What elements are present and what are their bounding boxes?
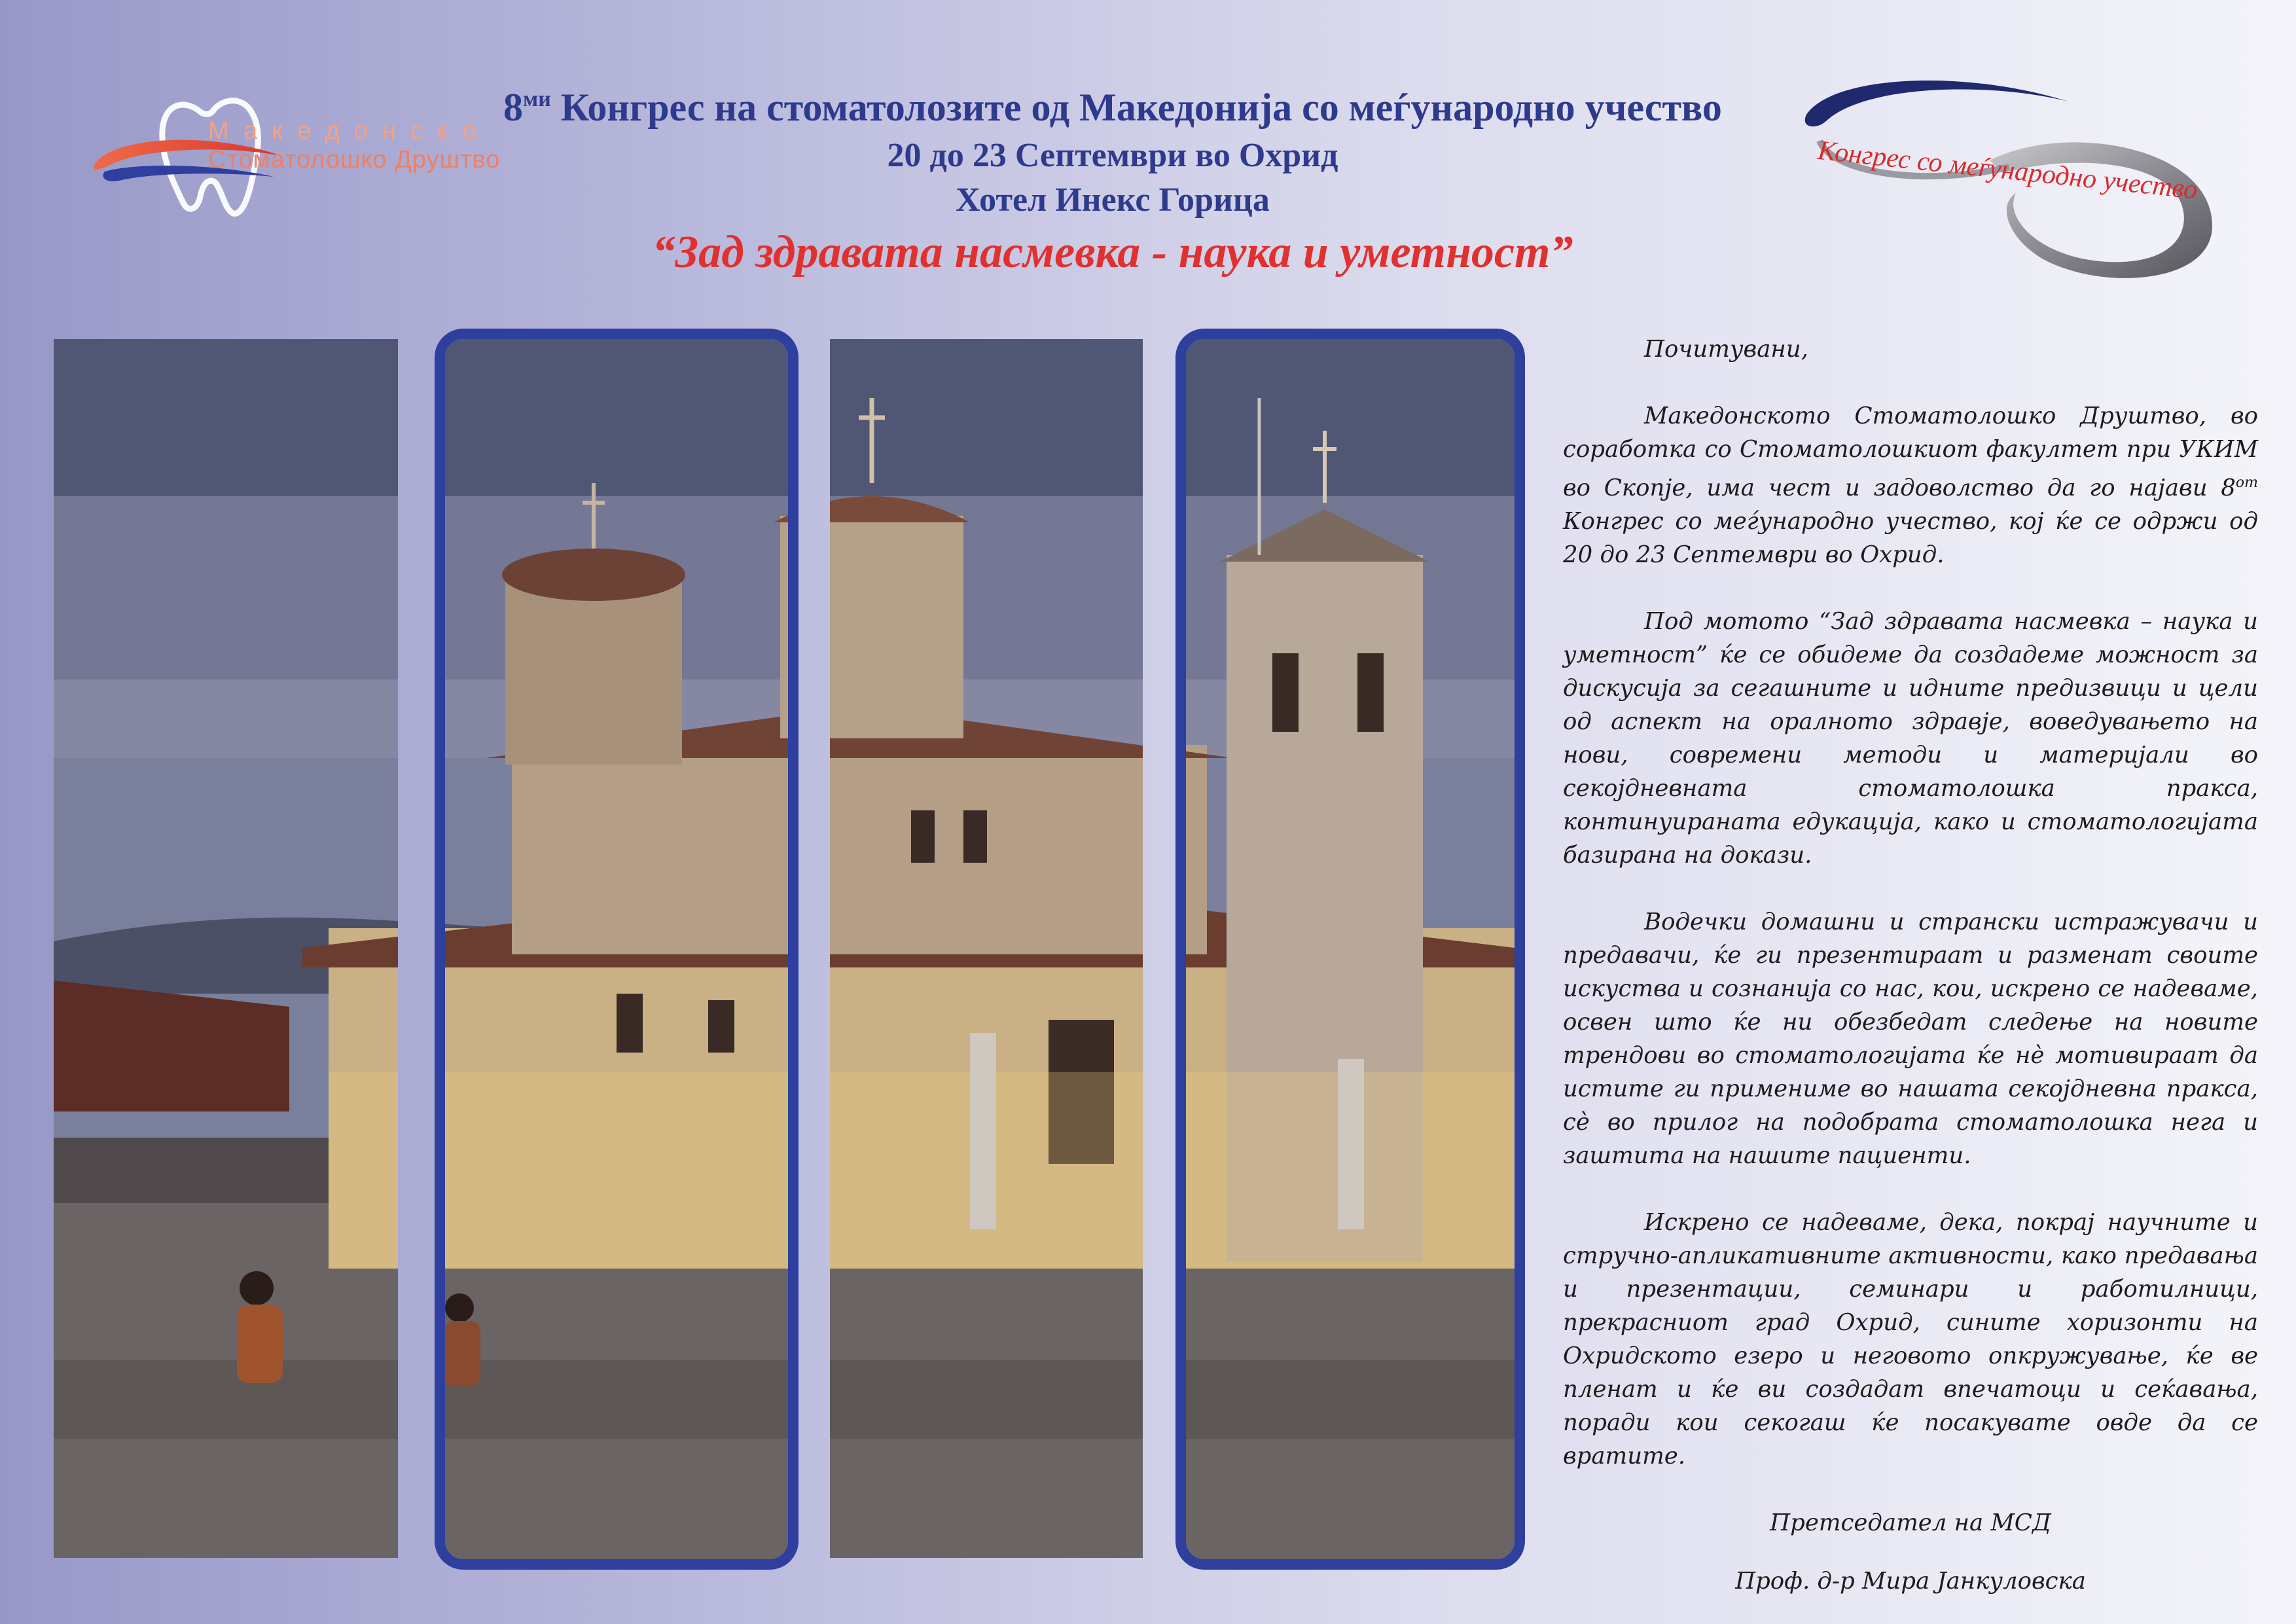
congress-motto: “Зад здравата насмевка - наука и уметност”: [652, 227, 1573, 278]
church-photo: [445, 339, 788, 1559]
congress-dates: 20 до 23 Септември во Охрид: [887, 137, 1338, 174]
p1-text-b: Конгрес со меѓународно учество, кој ќе се одржи од 20 до 23 Септември во Охрид.: [1563, 507, 2258, 568]
church-photo: [830, 339, 1143, 1558]
title-ordinal-suffix: ми: [523, 87, 551, 111]
header: [0, 0, 2296, 301]
congress-logo-text: Конгрес со меѓународно учество: [1816, 135, 2199, 206]
congress-venue: Хотел Инекс Горица: [956, 181, 1270, 219]
p1-text-a: Македонското Стоматолошко Друштво, во соработка со Стоматолошкиот факултет при УКИМ во Скопје, има чест и задоволство да го најави 8: [1563, 403, 2258, 501]
letter-paragraph-3: Водечки домашни и странски истражувачи и предавачи, ќе ги презентираат и разменат своите искуства и сознанија со нас, кои, искрено се надеваме, освен што ќе ни обезбедат следење на новите трендови во стоматологијата ќе нѐ мотивираат да истите ги примениме во нашата секојдневна пракса, сѐ во прилог на подобрата стоматолошка нега и заштита на нашите пациенти.: [1563, 908, 2258, 1169]
photo-panel-3: [830, 339, 1143, 1558]
church-photo: [54, 339, 398, 1558]
p1-ordinal-suffix: от: [2235, 475, 2258, 491]
letter-paragraph-2: Под мотото “Зад здравата насмевка – наука и уметност” ќе се обидеме да создадеме можност за дискусија за сегашните и идните предизвици и цели од аспект на оралното здравје, воведувањето на нови, современи методи и материјали во секојдневната стоматолошка пракса, континуираната едукација, како и стоматологијата базирана на докази.: [1563, 607, 2258, 869]
signature-name: Проф. д-р Мира Јанкуловска: [1735, 1567, 2086, 1595]
congress-title-block: [367, 73, 1859, 223]
title-number: 8: [503, 86, 524, 129]
title-text: Конгрес на стоматолозите од Македонија со меѓународно учество: [550, 86, 1722, 129]
photo-panel-1: [54, 339, 398, 1558]
church-photo: [1186, 339, 1515, 1559]
invitation-letter: [1563, 333, 2258, 1623]
letter-paragraph-1: [1563, 399, 2258, 571]
photo-panel-2: [435, 329, 798, 1570]
logo-line2: Стоматолошко Друштво: [208, 146, 501, 173]
letter-salutation: Почитувани,: [1644, 336, 1808, 363]
logo-line1: Македонско: [208, 117, 492, 145]
letter-paragraph-4: Искрено се надеваме, дека, покрај научните и стручно-апликативните активности, како предавања и презентации, семинари и работилници, прекрасниот град Охрид, сините хоризонти на Охридското езеро и неговото опкружување, ќе ве пленат и ќе ви создадат впечатоци и сеќавања, поради кои секогаш ќе посакувате овде да се вратите.: [1563, 1208, 2258, 1470]
signature-role: Претседател на МСД: [1770, 1509, 2051, 1536]
congress-title: [367, 73, 1859, 134]
photo-panel-4: [1175, 329, 1525, 1570]
